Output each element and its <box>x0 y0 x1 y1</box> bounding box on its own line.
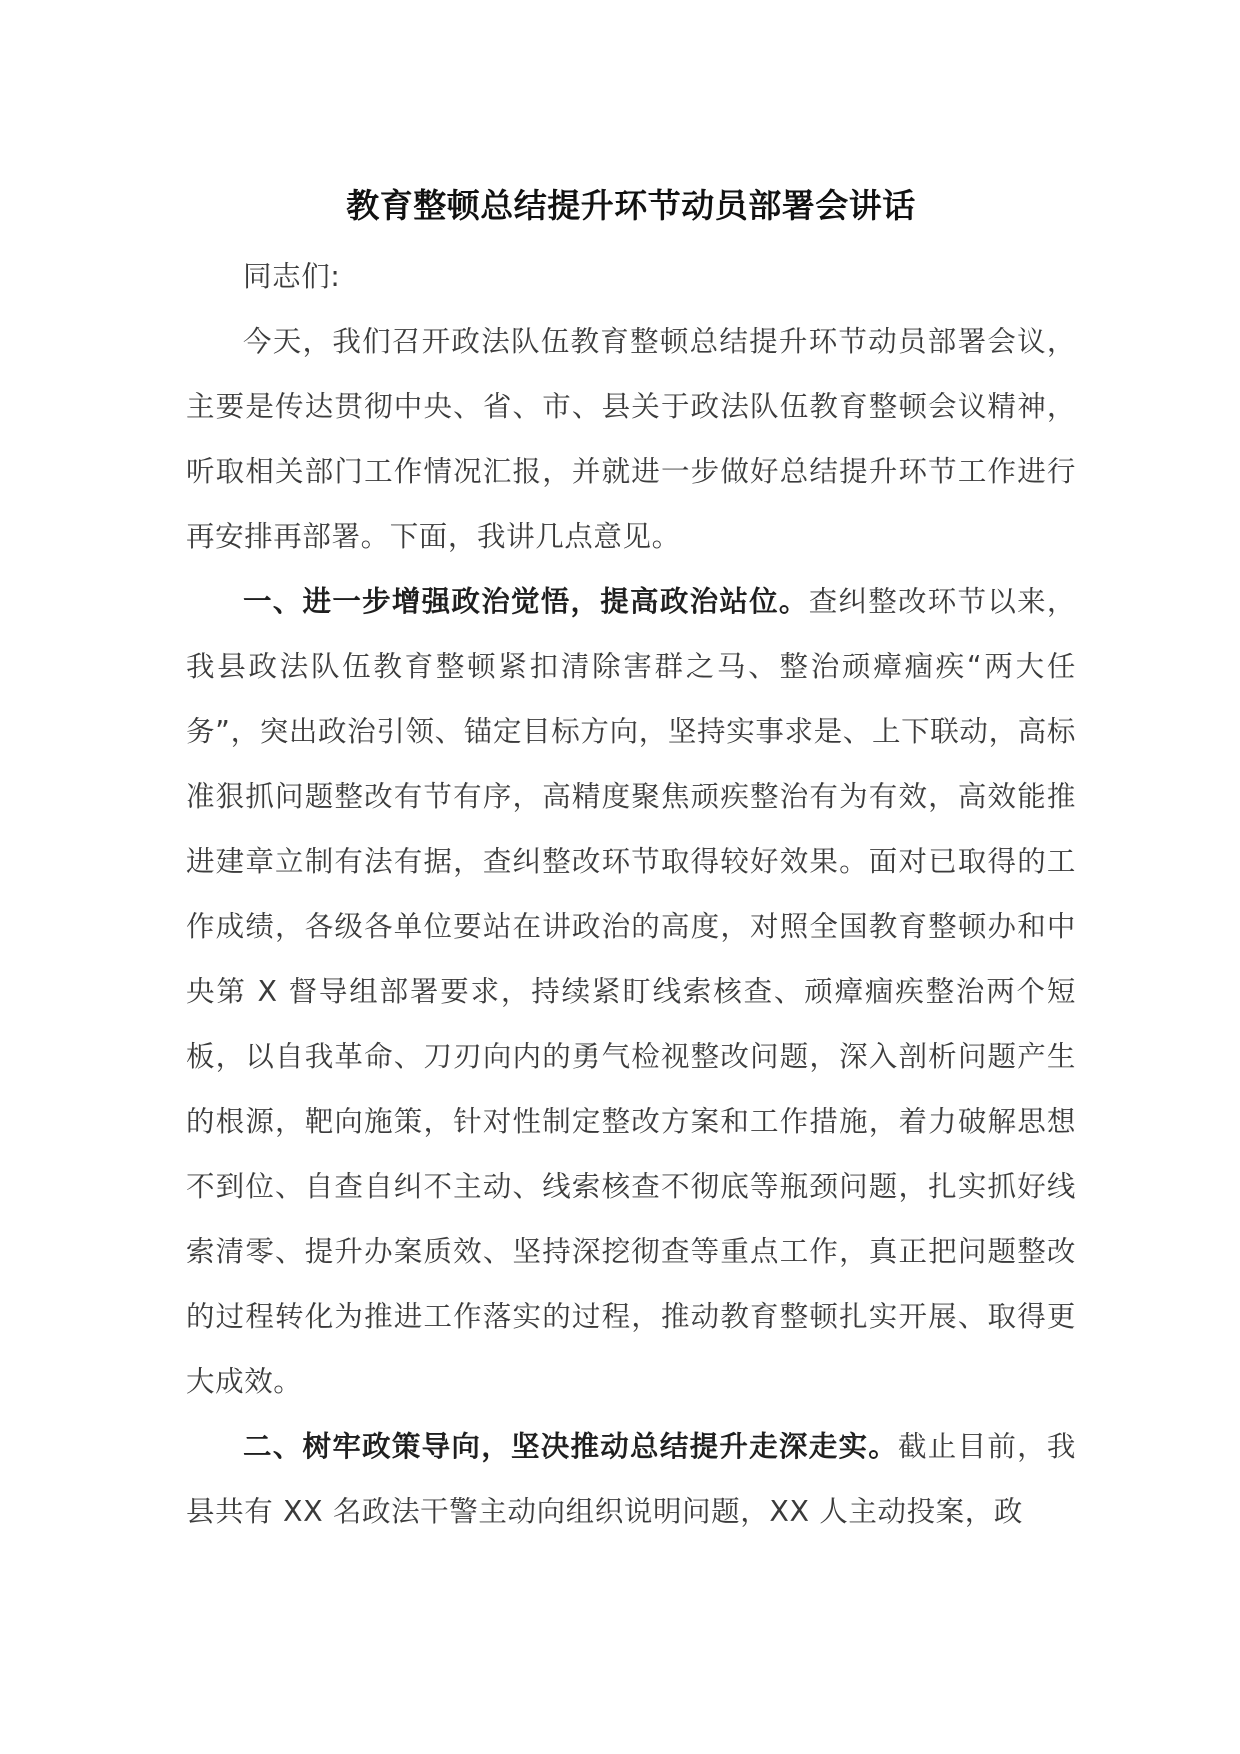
paragraph-text: 截止目前，我县共有 XX 名政法干警主动向组织说明问题，XX 人主动投案，政 <box>186 1430 1076 1528</box>
document-body <box>186 178 1076 1544</box>
greeting: 同志们: <box>243 260 341 293</box>
document-title: 教育整顿总结提升环节动员部署会讲话 <box>346 186 916 225</box>
section-heading-2: 二、树牢政策导向，坚决推动总结提升走深走实。 <box>243 1430 899 1463</box>
paragraph-text: 查纠整改环节以来，我县政法队伍教育整顿紧扣清除害群之马、整治顽瘴痼疾“两大任务”，突出政治引领、锚定目标方向，坚持实事求是、上下联动，高标准狠抓问题整改有节有序，高精度聚焦顽疾整治有为有效，高效能推进建章立制有法有据，查纠整改环节取得较好效果。面对已取得的工作成绩，各级各单位要站在讲政治的高度，对照全国教育整顿办和中央第 X 督导组部署要求，持续紧盯线索核查、顽瘴痼疾整治两个短板，以自我革命、刀刃向内的勇气检视整改问题，深入剖析问题产生的根源，靶向施策，针对性制定整改方案和工作措施，着力破解思想不到位、自查自纠不主动、线索核查不彻底等瓶颈问题，扎实抓好线索清零、提升办案质效、坚持深挖彻查等重点工作，真正把问题整改的过程转化为推进工作落实的过程，推动教育整顿扎实开展、取得更大成效。 <box>186 585 1076 1398</box>
section-heading-1: 一、进一步增强政治觉悟，提高政治站位。 <box>243 585 809 618</box>
paragraph-text: 今天，我们召开政法队伍教育整顿总结提升环节动员部署会议，主要是传达贯彻中央、省、市、县关于政法队伍教育整顿会议精神，听取相关部门工作情况汇报，并就进一步做好总结提升环节工作进行再安排再部署。下面，我讲几点意见。 <box>186 325 1076 553</box>
paragraph-intro <box>186 309 1076 569</box>
paragraph-section-2 <box>186 1414 1076 1544</box>
paragraph-section-1 <box>186 569 1076 1414</box>
